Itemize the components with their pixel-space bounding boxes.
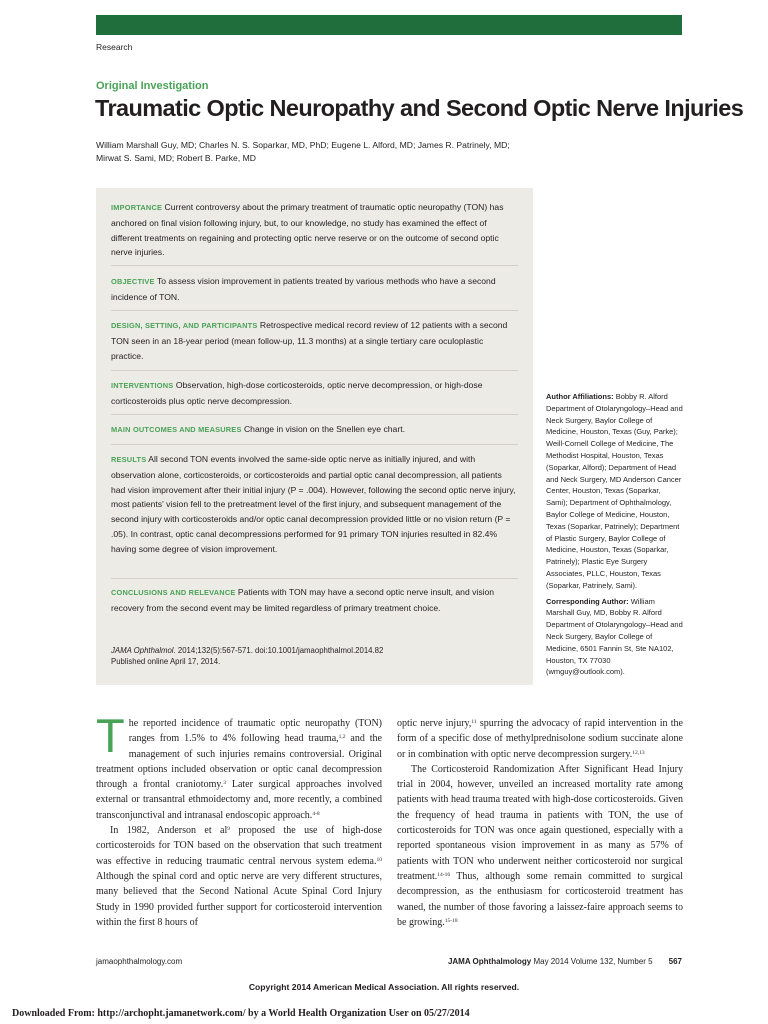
abstract-heading: CONCLUSIONS AND RELEVANCE [111,588,236,597]
page-number: 567 [668,957,682,966]
abstract-heading: IMPORTANCE [111,203,163,212]
body-paragraph: The reported incidence of traumatic optic neuropathy (TON) ranges from 1.5% to 4% following head trauma,$^{1,2}$ and the management of such injuries remains controversial. Original treatment options included observation or optic canal decompression through a frontal craniotomy.$^3$ Later surgical approaches involved external or transantral ethmoidectomy and, more recently, a combined transconjunctival and intranasal endoscopic approach.$^{4-8}$ [96,709,383,821]
reference-marker: 12,13 [632,749,645,756]
journal-header-bar [96,15,682,35]
issue-details: May 2014 Volume 132, Number 5 [533,957,653,966]
section-label: Research [96,42,133,52]
copyright-notice: Copyright 2014 American Medical Association. All rights reserved. [248,982,520,992]
abstract-divider [111,370,518,371]
reference-marker: 14-16 [437,871,451,878]
affiliations-text: Bobby R. Alford Department of Otolaryngology–Head and Neck Surgery, Baylor College of Medicine, Houston, Texas (Guy, Parke); Weill-Cornell College of Medicine, The Methodist Hospital, Houston, Texas (Soparkar, Alford); Department of Head and Neck Surgery, MD Anderson Cancer Center, Houston, Texas (Soparkar, Sami); Department of Ophthalmology, Baylor College of Medicine, Houston, Texas (Soparkar, Patrinely); Department of Plastic Surgery, Baylor College of Medicine, Houston, Texas (Soparkar, Patrinely); Plastic Eye Surgery Associates, PLLC, Houston, Texas (Soparkar, Patrinely, Sami). [546,392,683,590]
abstract-heading: INTERVENTIONS [111,381,174,390]
abstract-text: Retrospective medical record review of 12 patients with a second TON seen in an 18-year period (mean follow-up, 11.3 months) at a single tertiary care oculoplastic practice. [111,320,508,361]
abstract-box [96,188,533,685]
abstract-divider [111,578,518,579]
abstract-interventions [111,378,518,409]
download-notice: Downloaded From: http://archopht.jamanetwork.com/ by a World Health Organization User on 05/27/2014 [12,1008,470,1019]
author-line: Mirwat S. Sami, MD; Robert B. Parke, MD [96,152,256,163]
abstract-text: Observation, high-dose corticosteroids, optic nerve decompression, or high-dose corticosteroids plus optic nerve decompression. [111,380,483,406]
abstract-text: To assess vision improvement in patients treated by various methods who have a second incidence of TON. [111,276,496,302]
reference-marker: 11 [471,719,477,725]
abstract-text: Current controversy about the primary treatment of traumatic optic neuropathy (TON) has anchored on final vision following injury, but, to our knowledge, no study has examined the effect of different treatments on regaining and protecting optic nerve reserve or on the outcome of second optic nerve injuries. [111,202,504,258]
abstract-results [111,452,518,557]
abstract-heading: RESULTS [111,455,147,464]
citation-line [111,645,518,656]
publication-date: Published online April 17, 2014. [111,657,221,667]
abstract-design [111,318,518,363]
abstract-text: All second TON events involved the same-side optic nerve as initially injured, and with observation alone, corticosteroids, or corticosteroids and partial optic canal decompression, all patients had vision improvement after their initial injury (P = .004). However, following the second optic nerve injury, most patients' vision fell to the pretreatment level of the first injury, and subsequent management of the second injury with corticosteroids and/or optic canal decompression provided little or no vision return (P = .05). In contrast, optic canal decompressions performed for 91 primary TON injuries resulted in 82.4% having some degree of vision improvement. [111,454,516,554]
body-paragraph: The Corticosteroid Randomization After Significant Head Injury trial in 2004, however, unveiled an increased mortality rate among patients with head trauma treated with high-dose corticosteroids. Given the frequency of head trauma in patients with TON, the use of corticosteroids for TON was once again questioned, especially with a reported spontaneous vision improvement in as many as 57% of patients with TON who underwent neither corticosteroid nor surgical treatment.$^{14-16}$ Thus, although some remain committed to surgical decompression, as the enthusiasm for corticosteroid treatment has waned, the number of those favoring a laissez-faire approach seems to be growing.$^{15-18}$ [397,763,683,928]
reference-marker: 1,2 [338,734,346,741]
reference-marker: 10 [376,856,382,863]
reference-marker: 9 [227,826,230,833]
abstract-heading: OBJECTIVE [111,277,155,286]
body-paragraph: optic nerve injury,$^{11}$ spurring the advocacy of rapid intervention in the form of a specific dose of methylprednisolone sodium succinate alone or in combination with optic nerve decompression surgery.$^{12,13}$ [397,718,683,760]
abstract-divider [111,444,518,445]
article-citation [111,645,518,668]
abstract-conclusions [111,585,518,616]
abstract-divider [111,310,518,311]
citation-details: . 2014;132(5):567-571. doi:10.1001/jamaophthalmol.2014.82 [173,646,384,655]
abstract-divider [111,414,518,415]
reference-marker: 3 [223,780,226,787]
abstract-importance [111,200,518,260]
body-column-right [397,716,683,930]
abstract-text: Change in vision on the Snellen eye chart. [243,424,405,434]
abstract-divider [111,265,518,266]
body-column-left [96,709,383,930]
issue-info [448,957,682,966]
reference-marker: 15-18 [444,917,458,924]
citation-journal: JAMA Ophthalmol [111,646,174,655]
abstract-objective [111,274,518,305]
abstract-outcomes [111,422,518,438]
journal-website: jamaophthalmology.com [96,957,183,966]
drop-cap: T [96,709,125,762]
affiliations-label: Author Affiliations: [546,392,614,401]
author-list [96,139,516,164]
abstract-text: Patients with TON may have a second optic nerve insult, and vision recovery from the second event may be limited regardless of primary treatment choice. [111,587,495,613]
journal-name: JAMA Ophthalmology [447,957,532,966]
reference-marker: 4-8 [312,810,320,817]
author-affiliations [546,391,684,678]
abstract-heading: MAIN OUTCOMES AND MEASURES [111,425,242,434]
corresponding-author-label: Corresponding Author: [546,596,629,606]
article-type-label: Original Investigation [96,80,209,92]
author-line: William Marshall Guy, MD; Charles N. S. Soparkar, MD, PhD; Eugene L. Alford, MD; James R. Patrinely, MD; [96,140,510,150]
abstract-heading: DESIGN, SETTING, AND PARTICIPANTS [111,321,258,330]
body-paragraph: In 1982, Anderson et $al^9$ proposed the use of high-dose corticosteroids for TON based on the observation that such treatment was effective in reducing traumatic central nervous system edema.$^{10}$ Although the spinal cord and optic nerve are very different structures, many believed that the Second National Acute Spinal Cord Injury Study in 1990 provided further support for corticosteroid intervention within the first 8 hours of [96,825,382,928]
corresponding-author-text: William Marshall Guy, MD, Bobby R. Alford Department of Otolaryngology–Head and Neck Surgery, Baylor College of Medicine, 6501 Fannin St, Ste NA102, Houston, TX 77030 (wmguy@outlook.com). [546,596,683,677]
article-title: Traumatic Optic Neuropathy and Second Optic Nerve Injuries [95,95,744,121]
